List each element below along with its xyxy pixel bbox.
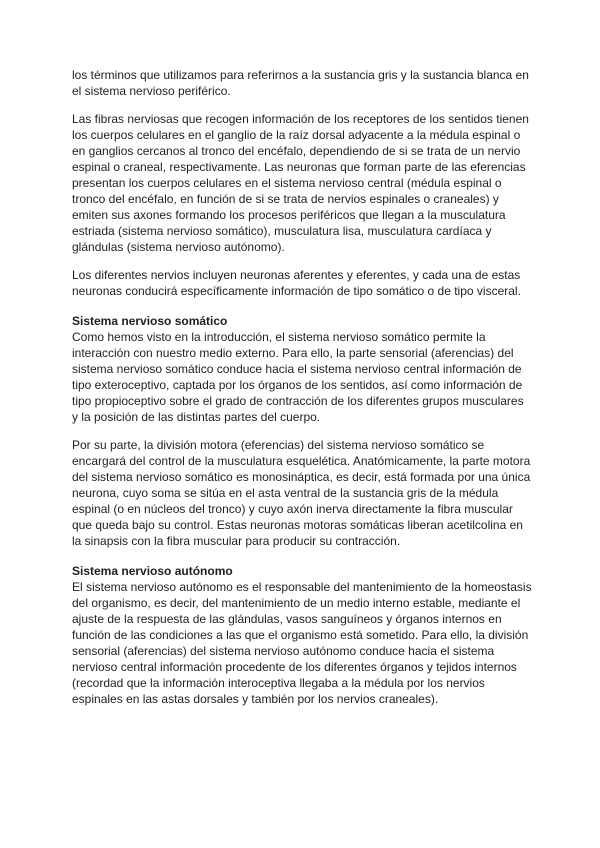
somatic-paragraph-1: Como hemos visto en la introducción, el sistema nervioso somático permite la interacción con nuestro medio externo. Para ello, la parte sensorial (aferencias) del sistema nervioso somático conduce hacia el sistema nervioso central información de tipo exteroceptivo, captada por los órganos de los sentidos, así como información de tipo propioceptivo sobre el grado de contracción de los diferentes grupos musculares y la posición de las distintas partes del cuerpo.: [72, 330, 524, 424]
somatic-paragraph-2: Por su parte, la división motora (eferencias) del sistema nervioso somático se encargará del control de la musculatura esquelética. Anatómicamente, la parte motora del sistema nervioso somático es monosináptica, es decir, está formada por una única neurona, cuyo soma se sitúa en el asta ventral de la sustancia gris de la médula espinal (o en núcleos del tronco) y cuyo axón inerva directamente la fibra muscular que queda bajo su control. Estas neuronas motoras somáticas liberan acetilcolina en la sinapsis con la fibra muscular para producir su contracción.: [72, 438, 531, 548]
autonomic-paragraph-1: El sistema nervioso autónomo es el responsable del mantenimiento de la homeostasis del organismo, es decir, del mantenimiento de un medio interno estable, mediante el ajuste de la respuesta de las glándulas, vasos sanguíneos y órganos internos en función de las condiciones a las que el organismo está sometido. Para ello, la división sensorial (aferencias) del sistema nervioso autónomo conduce hacia el sistema nervioso central información procedente de los diferentes órganos y tejidos internos (recordad que la información interoceptiva llegaba a la médula por los nervios espinales en las astas dorsales y también por los nervios craneales).: [72, 580, 532, 706]
somatic-heading: Sistema nervioso somático: [72, 314, 228, 328]
autonomic-heading: Sistema nervioso autónomo: [72, 564, 233, 578]
intro-paragraph-3: Los diferentes nervios incluyen neuronas aferentes y eferentes, y cada una de estas neuronas conducirá específicamente información de tipo somático o de tipo visceral.: [72, 268, 521, 298]
intro-paragraph-1: los términos que utilizamos para referirnos a la sustancia gris y la sustancia blanca en el sistema nervioso periférico.: [72, 68, 529, 98]
intro-paragraph-2: Las fibras nerviosas que recogen información de los receptores de los sentidos tienen los cuerpos celulares en el ganglio de la raíz dorsal adyacente a la médula espinal o en ganglios cercanos al tronco del encéfalo, dependiendo de si se trata de un nervio espinal o craneal, respectivamente. Las neuronas que forman parte de las eferencias presentan los cuerpos celulares en el sistema nervioso central (médula espinal o tronco del encéfalo, en función de si se trata de nervios espinales o craneales) y emiten sus axones formando los procesos periféricos que llegan a la musculatura estriada (sistema nervioso somático), musculatura lisa, musculatura cardíaca y glándulas (sistema nervioso autónomo).: [72, 112, 529, 254]
document-page: [72, 67, 532, 707]
